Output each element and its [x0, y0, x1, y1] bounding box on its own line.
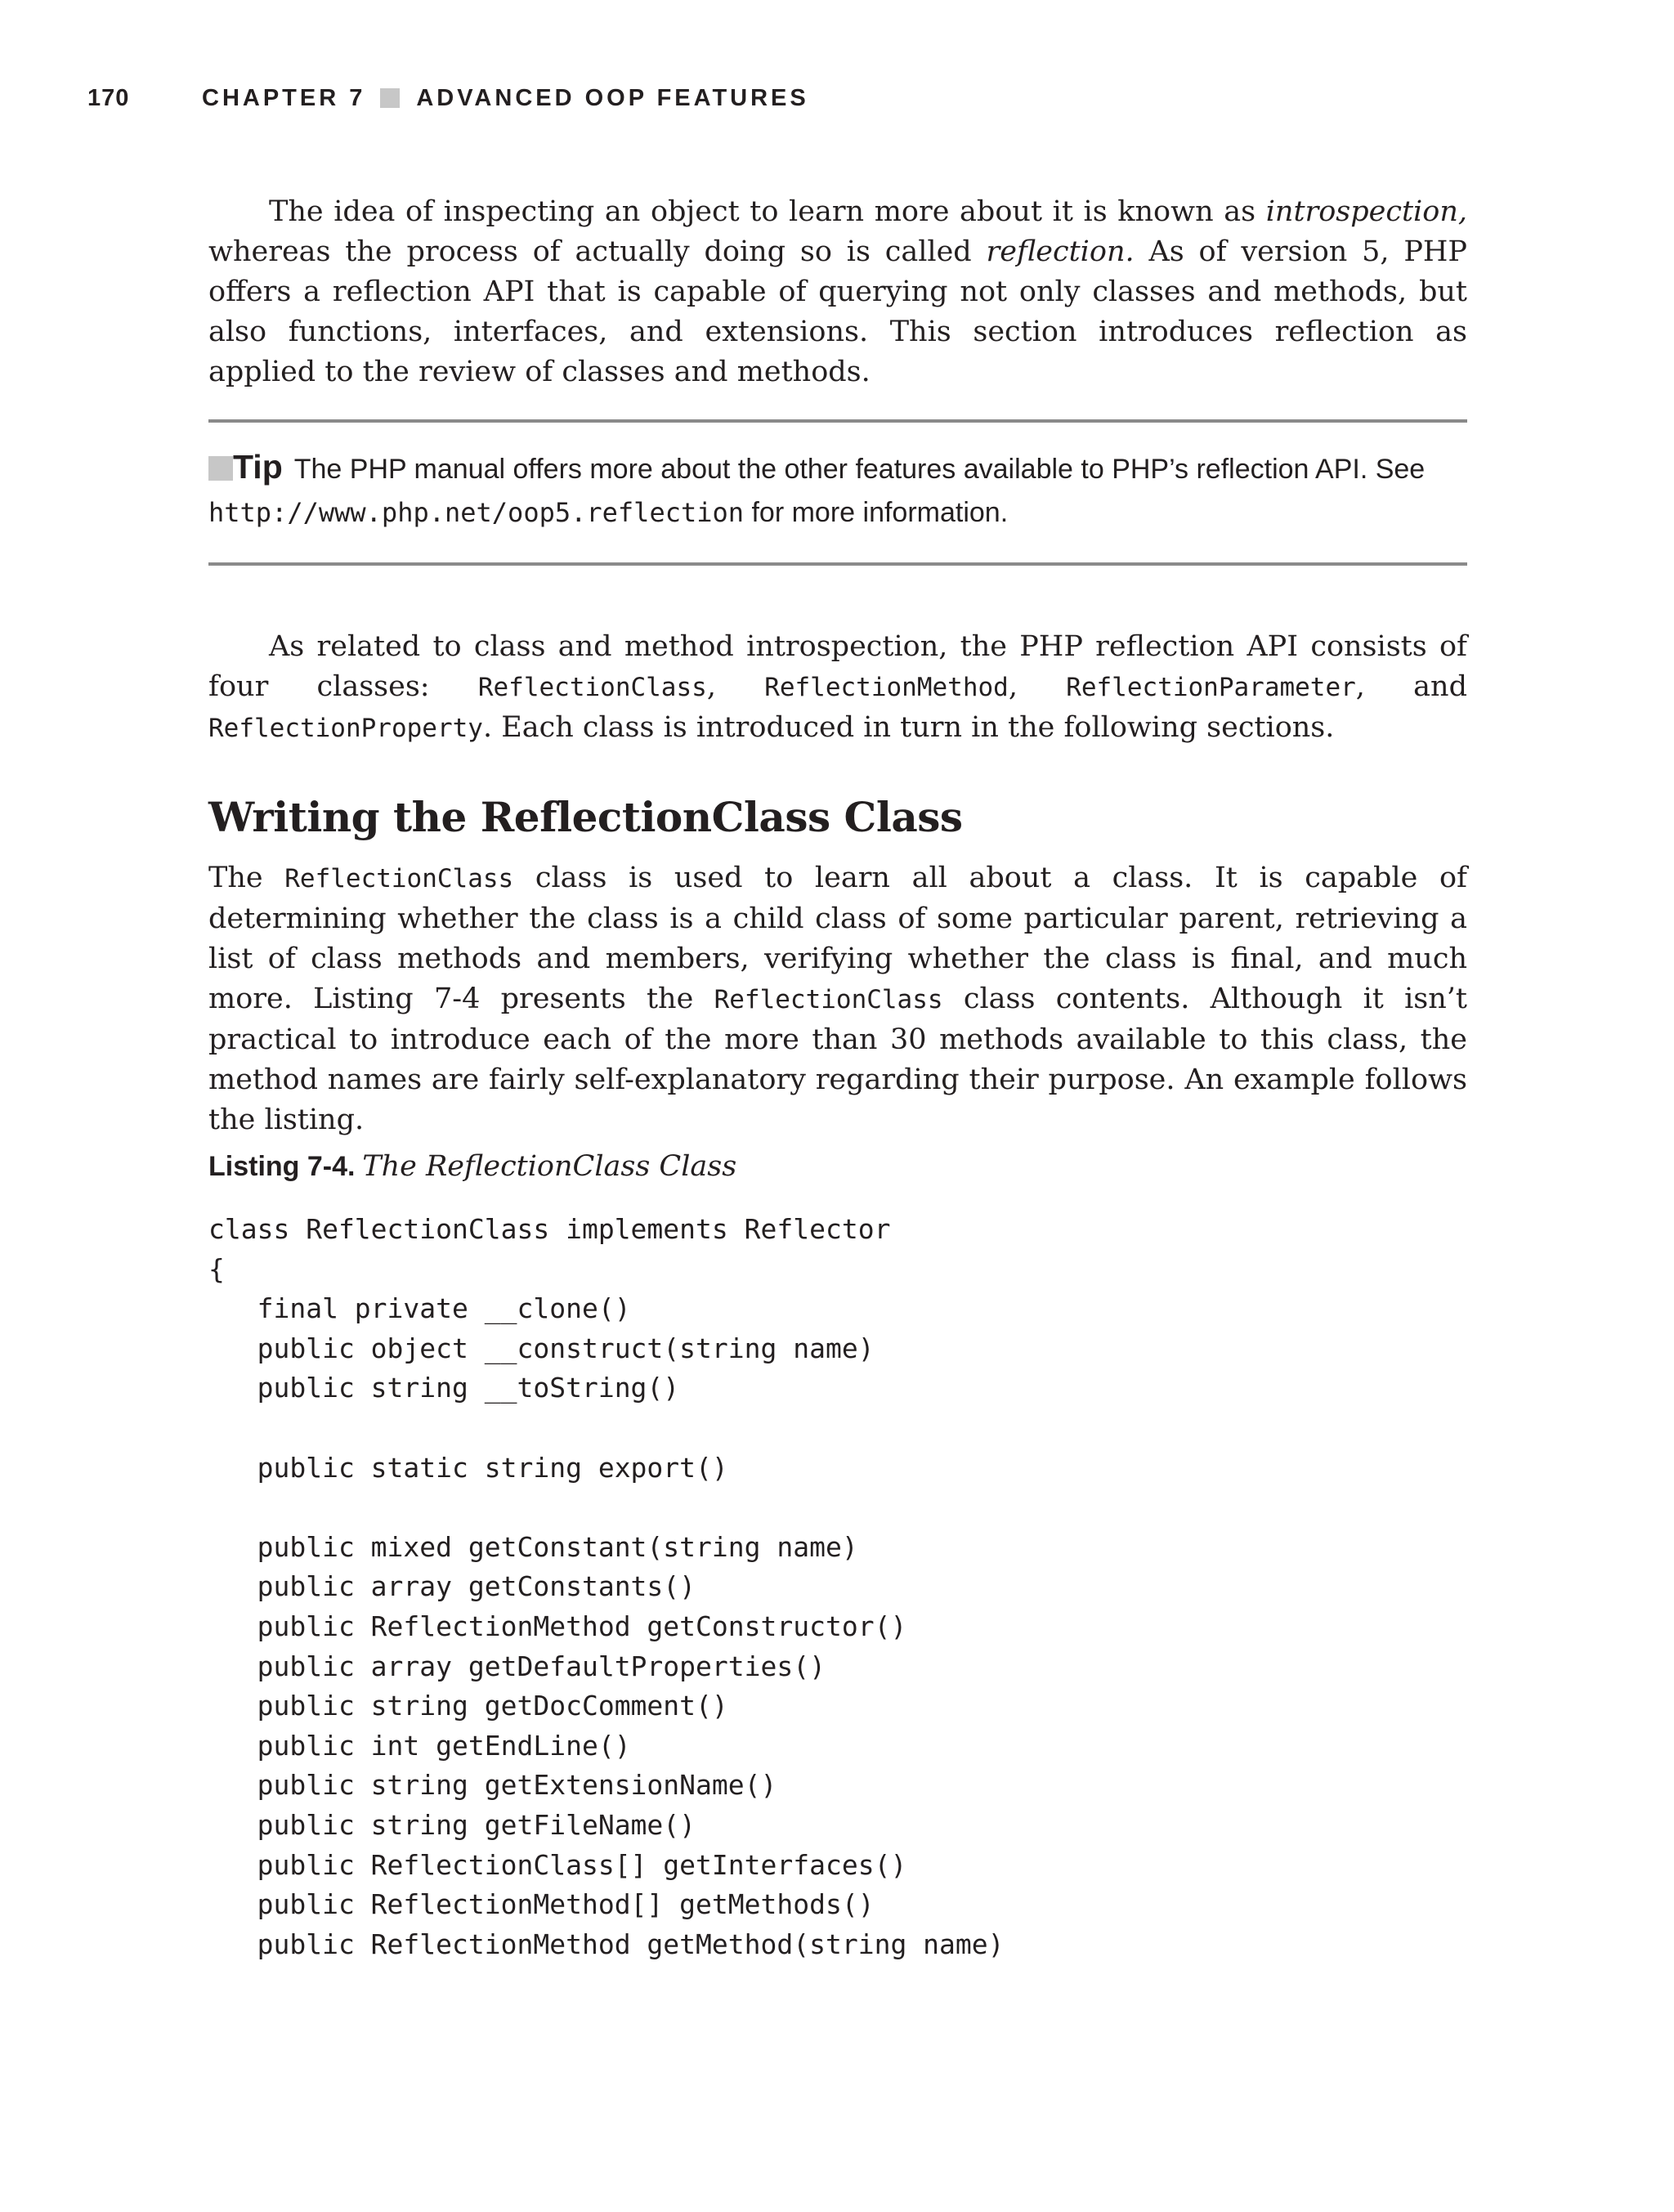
- tip-label: Tip: [233, 448, 283, 486]
- intro-paragraph: [208, 192, 1467, 392]
- code-line: class ReflectionClass implements Reflector: [208, 1213, 891, 1245]
- tip-text: The PHP manual offers more about the other features available to PHP’s reflection API. See: [293, 454, 1426, 485]
- code-line: public static string export(): [208, 1451, 728, 1484]
- code-line: public string getDocComment(): [208, 1690, 728, 1722]
- tip-top-rule: [208, 419, 1467, 423]
- tip-bottom-rule: [208, 562, 1467, 566]
- section-heading: Writing the ReflectionClass Class: [208, 793, 963, 841]
- related-text-2: . Each class is introduced in turn in the following sections.: [482, 711, 1335, 744]
- code-reflectionmethod: ReflectionMethod: [764, 673, 1009, 702]
- intro-text-2: whereas the process of actually doing so is called: [208, 235, 987, 268]
- tip-text-after: for more information.: [744, 497, 1009, 528]
- chapter-label: CHAPTER 7: [202, 84, 366, 111]
- listing-label: Listing 7-4.: [208, 1151, 356, 1182]
- listing-title: The ReflectionClass Class: [362, 1150, 737, 1183]
- listing-caption: [208, 1146, 736, 1187]
- code-line: {: [208, 1252, 225, 1285]
- code-line: public array getConstants(): [208, 1570, 696, 1603]
- code-line: public int getEndLine(): [208, 1729, 631, 1762]
- section-text-3: class contents. Although it isn’t practical to introduce each of the more than 30 methods available to this class, the method names are fairly self-explanatory regarding their purpose. An example follows the listing.: [208, 983, 1467, 1136]
- code-listing: [208, 1210, 1005, 1964]
- section-paragraph: [208, 858, 1467, 1140]
- separator: , and: [1355, 670, 1467, 703]
- intro-text-3: As of version 5, PHP offers a reflection API that is capable of querying not only classes and methods, but also functions, interfaces, and extensions. This section introduces reflection as applied to the review of classes and methods.: [208, 235, 1467, 388]
- intro-term-reflection: reflection.: [986, 235, 1135, 268]
- code-reflectionclass: ReflectionClass: [714, 985, 943, 1014]
- separator: ,: [1008, 670, 1067, 703]
- code-reflectionclass: ReflectionClass: [477, 673, 707, 702]
- code-reflectionparameter: ReflectionParameter: [1066, 673, 1356, 702]
- tip-box: [208, 446, 1467, 535]
- section-text-1: The: [208, 862, 285, 894]
- section-text-2: class is used to learn all about a class. It is capable of determining whether the class is a child class of some particular parent, retrieving a list of class methods and members, verifying whether the class is final, and much more. Listing 7-4 presents the: [208, 862, 1467, 1015]
- separator: ,: [706, 670, 765, 703]
- code-line: public mixed getConstant(string name): [208, 1530, 858, 1563]
- header-separator-square: [380, 88, 400, 108]
- code-line: public ReflectionMethod getMethod(string name): [208, 1928, 1005, 1960]
- intro-text-1: The idea of inspecting an object to learn more about it is known as: [269, 195, 1266, 228]
- intro-term-introspection: introspection,: [1265, 195, 1467, 228]
- tip-url: http://www.php.net/oop5.reflection: [208, 497, 745, 528]
- chapter-title: ADVANCED OOP FEATURES: [416, 84, 809, 111]
- tip-square-icon: [208, 456, 233, 481]
- code-reflectionclass: ReflectionClass: [284, 864, 514, 893]
- code-line: public object __construct(string name): [208, 1332, 875, 1364]
- code-line: public array getDefaultProperties(): [208, 1650, 826, 1682]
- code-line: public ReflectionClass[] getInterfaces(): [208, 1848, 907, 1881]
- code-line: public string getFileName(): [208, 1808, 696, 1841]
- code-line: public string __toString(): [208, 1372, 680, 1404]
- related-paragraph: [208, 627, 1467, 749]
- related-text-1: As related to class and method introspection, the PHP reflection API consists of four classes:: [208, 630, 1467, 703]
- code-line: public string getExtensionName(): [208, 1769, 777, 1802]
- running-header: [87, 82, 809, 114]
- code-reflectionproperty: ReflectionProperty: [208, 714, 483, 743]
- code-line: public ReflectionMethod[] getMethods(): [208, 1888, 875, 1921]
- code-line: final private __clone(): [208, 1292, 631, 1325]
- code-line: public ReflectionMethod getConstructor(): [208, 1610, 907, 1642]
- page-number: 170: [87, 84, 130, 111]
